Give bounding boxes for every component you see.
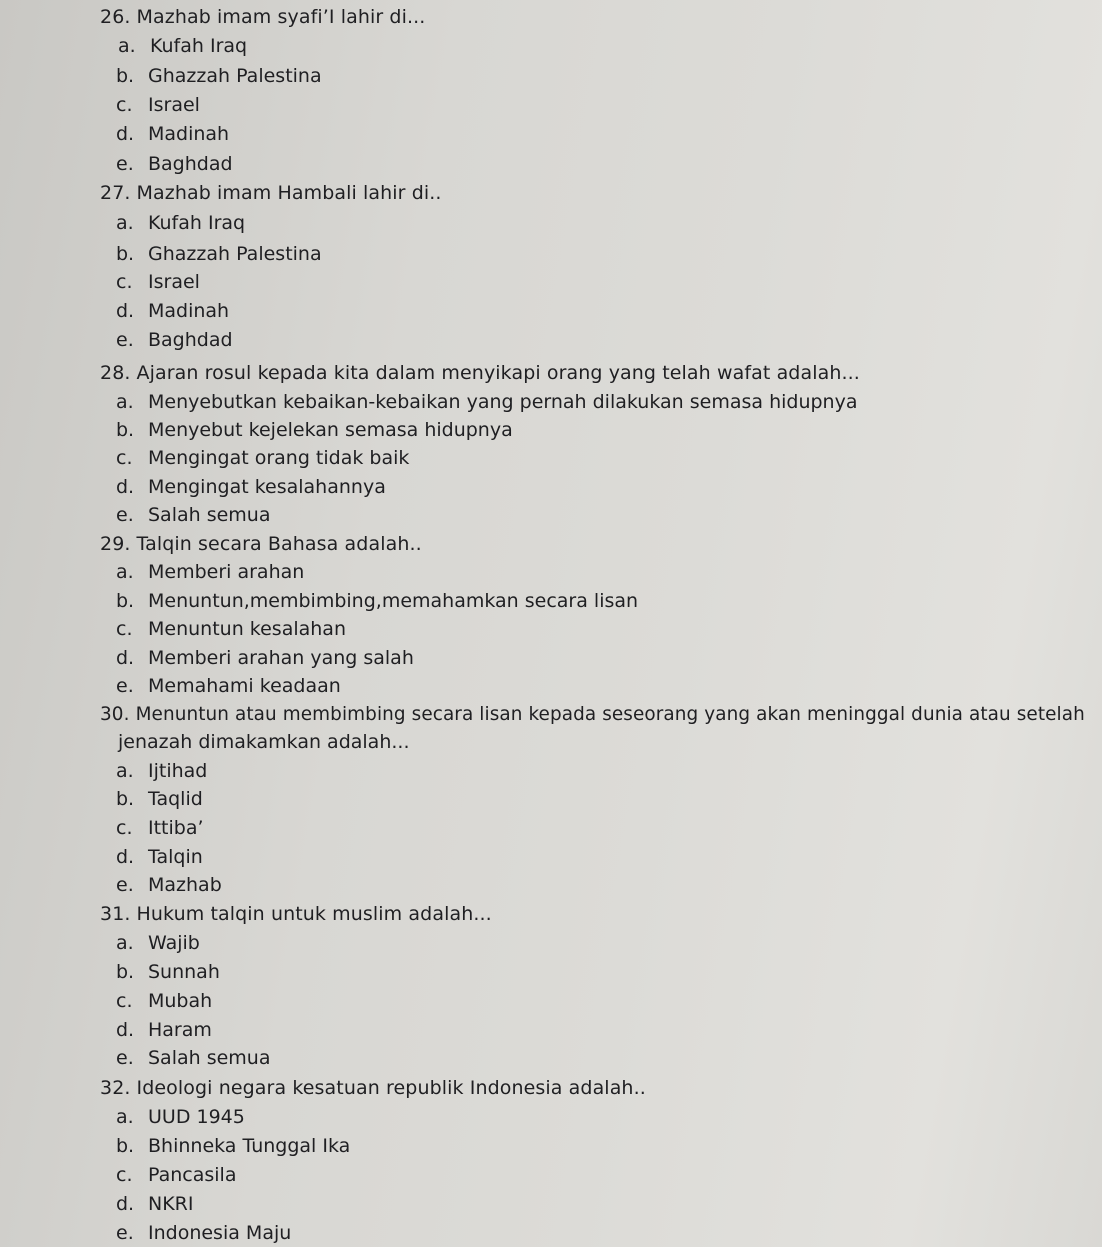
option-letter: e. xyxy=(116,1222,134,1244)
option-letter: b. xyxy=(116,590,135,612)
option-text: Baghdad xyxy=(148,329,233,351)
option-text: Menuntun,membimbing,memahamkan secara lisan xyxy=(148,590,639,612)
option-31-e xyxy=(116,1044,271,1072)
question-number: 32. xyxy=(100,1077,131,1099)
option-letter: a. xyxy=(116,1106,134,1128)
option-32-b xyxy=(116,1132,350,1160)
question-29 xyxy=(100,530,422,559)
option-letter: b. xyxy=(116,788,135,810)
question-text: Mazhab imam Hambali lahir di.. xyxy=(136,182,442,204)
question-text: Menuntun atau membimbing secara lisan kepada seseorang yang akan meninggal dunia atau setelah xyxy=(135,704,1085,725)
option-text: Menyebut kejelekan semasa hidupnya xyxy=(148,419,513,441)
option-32-e xyxy=(116,1219,291,1247)
option-32-a xyxy=(116,1103,245,1131)
option-text: Indonesia Maju xyxy=(148,1222,292,1244)
question-text: Ideologi negara kesatuan republik Indonesia adalah.. xyxy=(136,1077,646,1099)
option-text: Memahami keadaan xyxy=(148,675,341,697)
option-letter: e. xyxy=(116,675,134,697)
option-text: Ittiba’ xyxy=(148,817,204,839)
option-text: Memberi arahan xyxy=(148,561,305,583)
question-number: 30. xyxy=(100,704,130,725)
option-text: Israel xyxy=(148,271,200,293)
option-27-c xyxy=(116,268,200,296)
option-text: Wajib xyxy=(148,932,200,954)
option-letter: e. xyxy=(116,874,134,896)
option-26-e xyxy=(116,150,233,178)
option-letter: a. xyxy=(116,760,134,782)
question-27 xyxy=(100,179,442,208)
option-text: UUD 1945 xyxy=(148,1106,245,1128)
question-number: 29. xyxy=(100,533,131,555)
option-letter: a. xyxy=(116,932,134,954)
question-28 xyxy=(100,359,860,388)
option-text: Kufah Iraq xyxy=(150,35,248,57)
option-31-b xyxy=(116,958,220,986)
option-letter: c. xyxy=(116,447,133,469)
option-28-a xyxy=(116,388,857,416)
question-number: 26. xyxy=(100,6,131,28)
option-32-c xyxy=(116,1161,236,1189)
option-30-a xyxy=(116,757,207,785)
option-27-d xyxy=(116,297,229,325)
option-26-b xyxy=(116,62,322,90)
option-letter: a. xyxy=(116,212,134,234)
option-letter: c. xyxy=(116,94,133,116)
option-letter: c. xyxy=(116,271,133,293)
option-29-d xyxy=(116,644,414,672)
option-letter: a. xyxy=(116,561,134,583)
option-text: Kufah Iraq xyxy=(148,212,246,234)
option-text: Salah semua xyxy=(148,504,271,526)
option-text: Ghazzah Palestina xyxy=(148,243,322,265)
option-30-e xyxy=(116,871,222,899)
question-text: Hukum talqin untuk muslim adalah... xyxy=(136,903,492,925)
option-text: Madinah xyxy=(148,300,230,322)
option-28-c xyxy=(116,444,409,472)
option-letter: c. xyxy=(116,618,133,640)
option-letter: b. xyxy=(116,419,135,441)
option-29-a xyxy=(116,558,304,586)
option-letter: b. xyxy=(116,243,135,265)
option-31-a xyxy=(116,929,200,957)
option-text: Israel xyxy=(148,94,200,116)
option-27-b xyxy=(116,240,322,268)
option-letter: b. xyxy=(116,961,135,983)
option-29-b xyxy=(116,587,638,615)
option-26-d xyxy=(116,120,229,148)
option-text: Mengingat kesalahannya xyxy=(148,476,386,498)
question-text: Ajaran rosul kepada kita dalam menyikapi orang yang telah wafat adalah... xyxy=(136,362,860,384)
option-text: Baghdad xyxy=(148,153,233,175)
question-26 xyxy=(100,3,425,32)
option-letter: b. xyxy=(116,65,135,87)
option-letter: e. xyxy=(116,153,134,175)
option-text: Mazhab xyxy=(148,874,222,896)
option-text: Pancasila xyxy=(148,1164,237,1186)
option-text: Madinah xyxy=(148,123,230,145)
option-letter: d. xyxy=(116,647,135,669)
option-letter: e. xyxy=(116,1047,134,1069)
option-text: Haram xyxy=(148,1019,212,1041)
option-28-d xyxy=(116,473,386,501)
option-text: Sunnah xyxy=(148,961,220,983)
option-text: Mengingat orang tidak baik xyxy=(148,447,410,469)
option-letter: e. xyxy=(116,504,134,526)
question-number: 28. xyxy=(100,362,131,384)
option-letter: d. xyxy=(116,1193,135,1215)
option-text: Ijtihad xyxy=(148,760,208,782)
option-letter: c. xyxy=(116,990,133,1012)
option-letter: d. xyxy=(116,123,135,145)
option-letter: a. xyxy=(116,391,134,413)
option-28-b xyxy=(116,416,513,444)
option-text: Talqin xyxy=(148,846,203,868)
option-letter: b. xyxy=(116,1135,135,1157)
option-31-c xyxy=(116,987,212,1015)
option-text: Menyebutkan kebaikan-kebaikan yang pernah dilakukan semasa hidupnya xyxy=(148,391,858,413)
option-31-d xyxy=(116,1016,212,1044)
option-text: Mubah xyxy=(148,990,213,1012)
option-letter: c. xyxy=(116,817,133,839)
option-text: NKRI xyxy=(148,1193,194,1215)
option-26-a xyxy=(118,32,247,60)
question-text: Mazhab imam syafi’I lahir di... xyxy=(136,6,426,28)
question-30 xyxy=(100,700,1085,729)
option-letter: a. xyxy=(118,35,136,57)
option-letter: d. xyxy=(116,300,135,322)
option-30-c xyxy=(116,814,204,842)
option-30-d xyxy=(116,843,203,871)
option-text: Salah semua xyxy=(148,1047,271,1069)
option-letter: c. xyxy=(116,1164,133,1186)
option-text: Bhinneka Tunggal Ika xyxy=(148,1135,351,1157)
option-29-c xyxy=(116,615,346,643)
option-letter: d. xyxy=(116,476,135,498)
option-28-e xyxy=(116,501,271,529)
option-27-a xyxy=(116,209,245,237)
option-letter: d. xyxy=(116,846,135,868)
question-31 xyxy=(100,900,492,929)
option-29-e xyxy=(116,672,341,700)
question-32 xyxy=(100,1074,646,1103)
option-letter: e. xyxy=(116,329,134,351)
option-letter: d. xyxy=(116,1019,135,1041)
question-text: Talqin secara Bahasa adalah.. xyxy=(136,533,422,555)
option-text: Menuntun kesalahan xyxy=(148,618,346,640)
question-number: 31. xyxy=(100,903,131,925)
option-text: Memberi arahan yang salah xyxy=(148,647,414,669)
question-30-continued: jenazah dimakamkan adalah... xyxy=(118,731,410,753)
option-text: Ghazzah Palestina xyxy=(148,65,322,87)
option-27-e xyxy=(116,326,233,354)
option-32-d xyxy=(116,1190,193,1218)
question-number: 27. xyxy=(100,182,131,204)
option-26-c xyxy=(116,91,200,119)
option-text: Taqlid xyxy=(148,788,203,810)
option-30-b xyxy=(116,785,203,813)
